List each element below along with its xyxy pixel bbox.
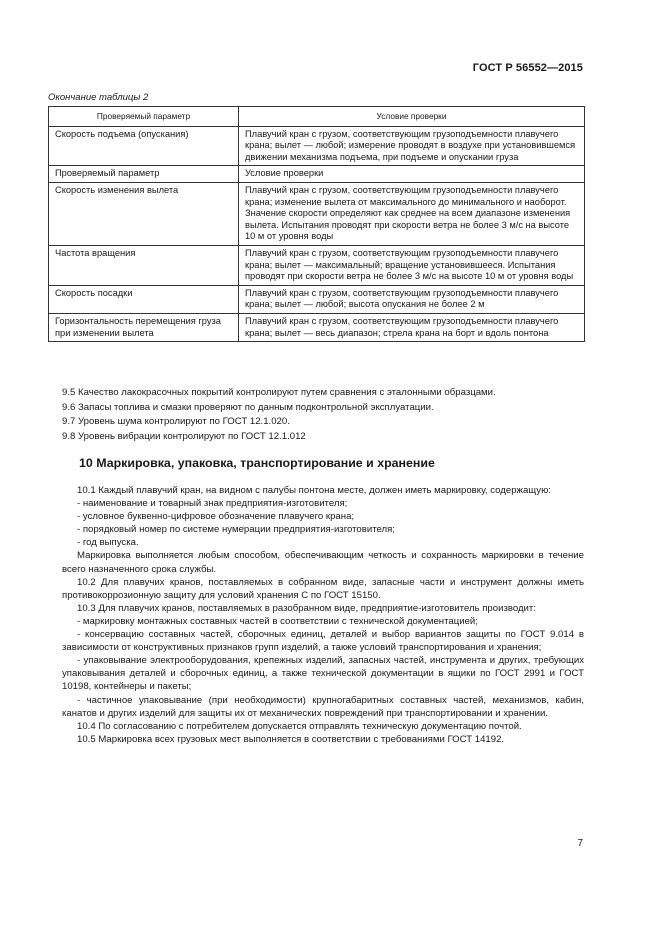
paragraph: 10.2 Для плавучих кранов, поставляемых в собранном виде, запасные части и инструмент должны иметь противокоррозионную защиту для условий хранения С по ГОСТ 15150. [62, 576, 584, 601]
table-row [49, 166, 585, 183]
table-header-param: Проверяемый параметр [49, 107, 239, 127]
table-cell-param: Проверяемый параметр [49, 166, 239, 183]
table-cell-condition: Условие проверки [239, 166, 585, 183]
paragraph: Маркировка выполняется любым способом, обеспечивающим четкость и сохранность маркировки в течение всего назначенного срока службы. [62, 550, 584, 575]
check-item: 9.7 Уровень шума контролируют по ГОСТ 12.1.020. [62, 416, 290, 427]
page-number: 7 [577, 838, 583, 849]
table-row [49, 285, 585, 313]
paragraph: 10.1 Каждый плавучий кран, на видном с палубы понтона месте, должен иметь маркировку, содержащую: [77, 485, 551, 496]
list-item: - упаковывание электрооборудования, крепежных изделий, запасных частей, инструмента и других, требующих упаковывания деталей и сборочных единиц, а также технической документации в ящики по ГОСТ 2991 и ГОСТ 10198, контейнеры и пакеты; [62, 655, 584, 693]
table-row [49, 126, 585, 166]
table-cell-param: Горизонтальность перемещения груза при изменении вылета [49, 313, 239, 341]
table-cell-condition: Плавучий кран с грузом, соответствующим грузоподъемности плавучего крана; вылет — любой; измерение проводят в воздухе при установившемся движении механизма подъема, при подъеме и опускании груза [239, 126, 585, 166]
table-cell-condition: Плавучий кран с грузом, соответствующим грузоподъемности плавучего крана; изменение вылета от максимального до минимального и наоборот. Значение скорости определяют как среднее на всем диапазоне изменения вылета. Испытания проводят при скорости ветра не более 3 м/с на высоте 10 м от уровня воды [239, 182, 585, 245]
table-cell-condition: Плавучий кран с грузом, соответствующим грузоподъемности плавучего крана; вылет — весь диапазон; стрела крана на борт и вдоль понтона [239, 313, 585, 341]
check-item: 9.5 Качество лакокрасочных покрытий контролируют путем сравнения с эталонными образцами. [62, 387, 496, 398]
table-cell-condition: Плавучий кран с грузом, соответствующим грузоподъемности плавучего крана; вылет — любой; высота опускания не более 2 м [239, 285, 585, 313]
list-item: - условное буквенно-цифровое обозначение плавучего крана; [77, 511, 355, 523]
paragraph: 10.5 Маркировка всех грузовых мест выполняется в соответствии с требованиями ГОСТ 14192. [77, 733, 505, 745]
list-item: - маркировку монтажных составных частей в соответствии с технической документацией; [77, 615, 478, 627]
table-header-condition: Условие проверки [239, 107, 585, 127]
table-cell-param: Скорость изменения вылета [49, 182, 239, 245]
list-item: - порядковый номер по системе нумерации предприятия-изготовителя; [77, 524, 395, 536]
section-body [62, 484, 584, 746]
table-row [49, 245, 585, 285]
table-caption: Окончание таблицы 2 [48, 92, 149, 103]
paragraph: 10.3 Для плавучих кранов, поставляемых в разобранном виде, предприятие-изготовитель производит: [77, 602, 536, 614]
standard-code: ГОСТ Р 56552—2015 [472, 62, 583, 74]
list-item: - наименование и товарный знак предприятия-изготовителя; [77, 498, 348, 510]
table-cell-param: Частота вращения [49, 245, 239, 285]
list-item: - частичное упаковывание (при необходимости) крупногабаритных составных частей, механизмов, кабин, канатов и других изделий для защиты их от механических повреждений при транспортировании и хранении. [62, 694, 584, 719]
check-item: 9.6 Запасы топлива и смазки проверяют по данным подконтрольной эксплуатации. [62, 401, 434, 413]
table-row [49, 182, 585, 245]
paragraph: 10.4 По согласованию с потребителем допускается отправлять техническую документацию почтой. [77, 720, 522, 732]
table-cell-param: Скорость подъема (опускания) [49, 126, 239, 166]
table-cell-condition: Плавучий кран с грузом, соответствующим грузоподъемности плавучего крана; вылет — максимальный; вращение установившееся. Испытания проводят при скорости ветра не более 3 м/с на высоте 10 м от уровня воды [239, 245, 585, 285]
list-item: - консервацию составных частей, сборочных единиц, деталей и выбор вариантов защиты по ГОСТ 9.014 в зависимости от конструктивных признаков групп изделий, а также условий транспортирования и хранения; [62, 629, 584, 654]
check-item: 9.8 Уровень вибрации контролируют по ГОСТ 12.1.012 [62, 430, 306, 442]
list-item: - год выпуска. [77, 537, 139, 549]
section-title: 10 Маркировка, упаковка, транспортирование и хранение [79, 456, 435, 470]
table-row [49, 313, 585, 341]
table-header-row [49, 107, 585, 127]
table-cell-param: Скорость посадки [49, 285, 239, 313]
parameters-table [48, 106, 585, 342]
check-items [62, 386, 496, 444]
